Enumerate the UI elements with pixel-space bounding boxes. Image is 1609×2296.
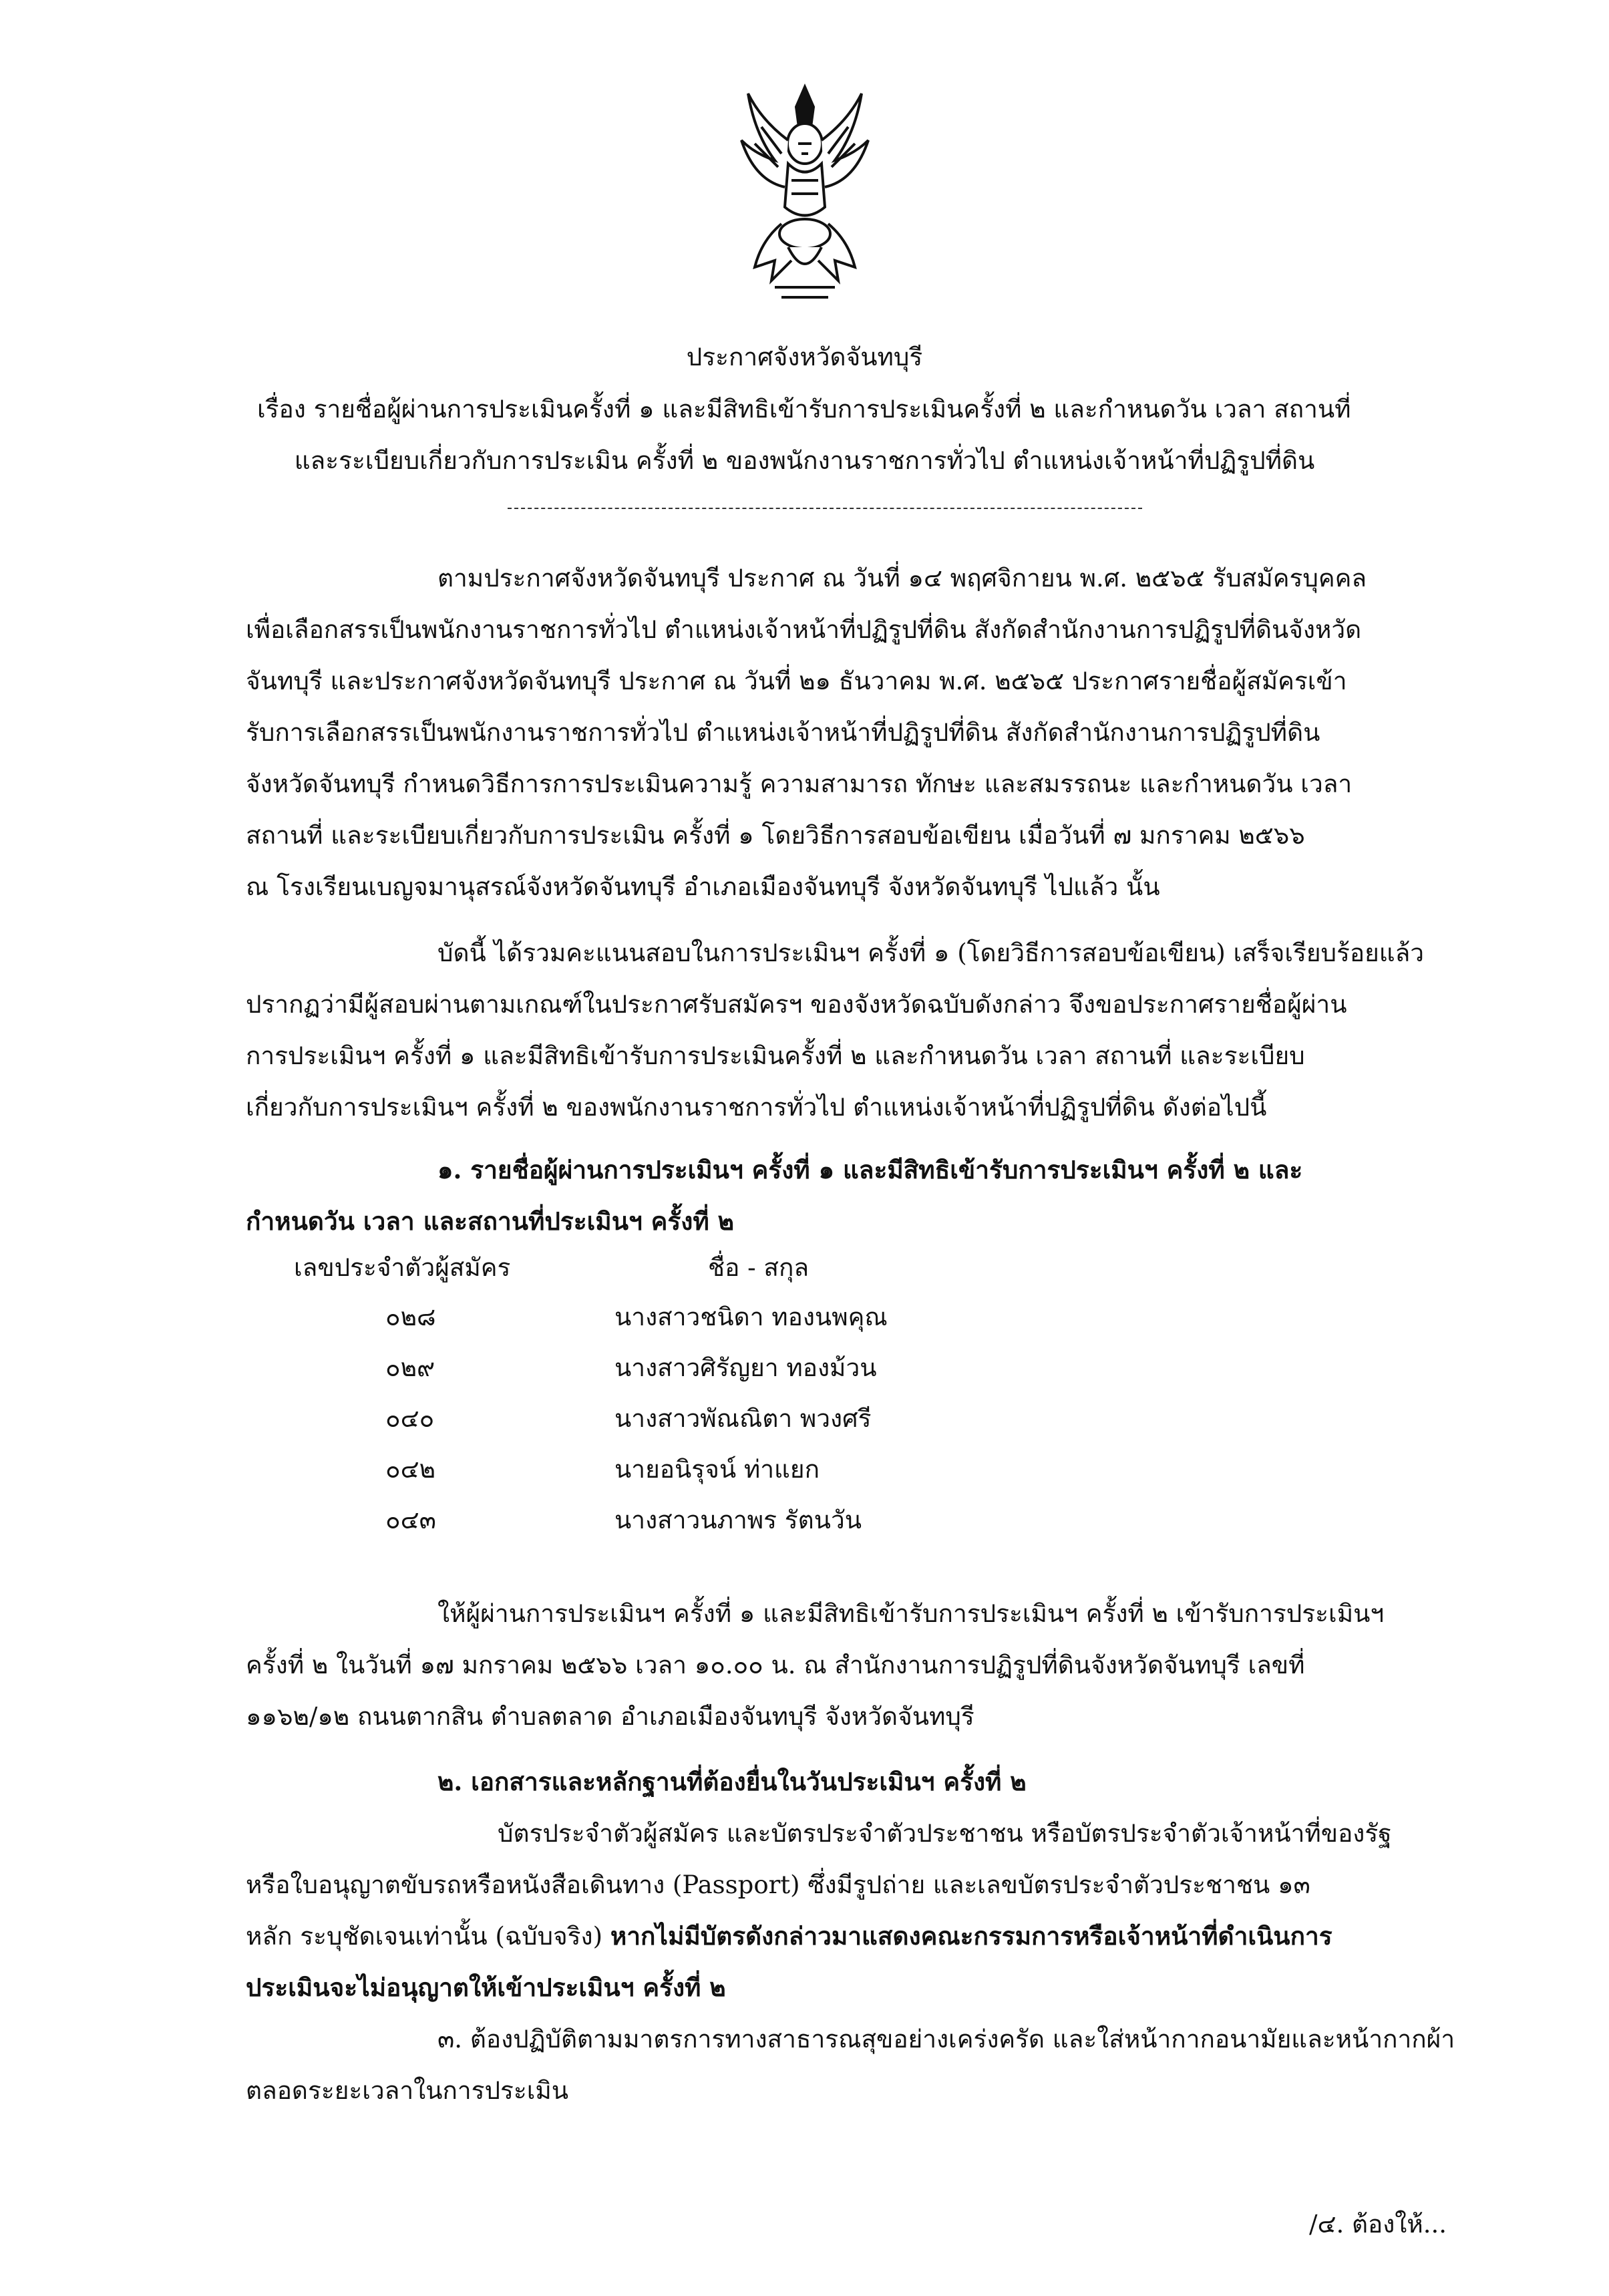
section2-line	[246, 1917, 1332, 1956]
para2-line: การประเมินฯ ครั้งที่ ๑ และมีสิทธิเข้ารับการประเมินครั้งที่ ๒ และกำหนดวัน เวลา สถานที่ และระเบียบ	[246, 1041, 1305, 1070]
para1-line: ตามประกาศจังหวัดจันทบุรี ประกาศ ณ วันที่ ๑๔ พฤศจิกายน พ.ศ. ๒๕๖๕ รับสมัครบุคคล	[437, 564, 1367, 593]
para1-line: จันทบุรี และประกาศจังหวัดจันทบุรี ประกาศ ณ วันที่ ๒๑ ธันวาคม พ.ศ. ๒๕๖๕ ประกาศรายชื่อผู้สมัครเข้า	[246, 667, 1347, 695]
para1-line: สถานที่ และระเบียบเกี่ยวกับการประเมิน ครั้งที่ ๑ โดยวิธีการสอบข้อเขียน เมื่อวันที่ ๗ มกราคม ๒๕๖๖	[246, 821, 1305, 850]
applicant-name: นายอนิรุจน์ ท่าแยก	[614, 1455, 820, 1484]
applicant-id: ๐๒๙	[385, 1353, 435, 1382]
para2-line: เกี่ยวกับการประเมินฯ ครั้งที่ ๒ ของพนักงานราชการทั่วไป ตำแหน่งเจ้าหน้าที่ปฏิรูปที่ดิน ดังต่อไปนี้	[246, 1093, 1267, 1122]
section1-heading: ๑. รายชื่อผู้ผ่านการประเมินฯ ครั้งที่ ๑ และมีสิทธิเข้ารับการประเมินฯ ครั้งที่ ๒ และ	[437, 1155, 1303, 1184]
applicant-id: ๐๔๐	[385, 1404, 435, 1433]
announcement-title: ประกาศจังหวัดจันทบุรี	[686, 343, 923, 371]
applicant-id: ๐๔๓	[385, 1506, 436, 1534]
table-row	[0, 1399, 1609, 1439]
applicant-id: ๐๒๘	[385, 1303, 436, 1331]
column-header-name: ชื่อ - สกุล	[708, 1253, 810, 1282]
section2-warning-text: หากไม่มีบัตรดังกล่าวมาแสดงคณะกรรมการหรือเจ้าหน้าที่ดำเนินการ	[610, 1921, 1332, 1951]
table-row	[0, 1348, 1609, 1388]
table-row	[0, 1297, 1609, 1337]
applicant-id: ๐๔๒	[385, 1455, 435, 1484]
para1-line: รับการเลือกสรรเป็นพนักงานราชการทั่วไป ตำแหน่งเจ้าหน้าที่ปฏิรูปที่ดิน สังกัดสำนักงานการปฏิรูปที่ดิน	[246, 718, 1320, 747]
continuation-marker: /๔. ต้องให้...	[1309, 2210, 1447, 2239]
section1-heading-cont: กำหนดวัน เวลา และสถานที่ประเมินฯ ครั้งที่ ๒	[246, 1206, 735, 1236]
section2-line: หรือใบอนุญาตขับรถหรือหนังสือเดินทาง (Passport) ซึ่งมีรูปถ่าย และเลขบัตรประจำตัวประชาชน ๑๓	[246, 1870, 1310, 1899]
table-row	[0, 1500, 1609, 1540]
section2-normal-text: หลัก ระบุชัดเจนเท่านั้น (ฉบับจริง)	[246, 1922, 610, 1951]
para3-line: ๑๑๖๒/๑๒ ถนนตากสิน ตำบลตลาด อำเภอเมืองจันทบุรี จังหวัดจันทบุรี	[246, 1702, 974, 1731]
para2-line: บัดนี้ ได้รวมคะแนนสอบในการประเมินฯ ครั้งที่ ๑ (โดยวิธีการสอบข้อเขียน) เสร็จเรียบร้อยแล้ว	[437, 939, 1425, 967]
para1-line: ณ โรงเรียนเบญจมานุสรณ์จังหวัดจันทบุรี อำเภอเมืองจันทบุรี จังหวัดจันทบุรี ไปแล้ว นั้น	[246, 872, 1160, 901]
section2-warning-cont: ประเมินจะไม่อนุญาตให้เข้าประเมินฯ ครั้งที่ ๒	[246, 1973, 726, 2002]
para3-line: ให้ผู้ผ่านการประเมินฯ ครั้งที่ ๑ และมีสิทธิเข้ารับการประเมินฯ ครั้งที่ ๒ เข้ารับการประเมินฯ	[437, 1599, 1385, 1628]
applicant-name: นางสาวนภาพร รัตนวัน	[614, 1506, 862, 1534]
section3-line: ตลอดระยะเวลาในการประเมิน	[246, 2076, 569, 2105]
applicant-name: นางสาวชนิดา ทองนพคุณ	[614, 1303, 888, 1331]
column-header-id: เลขประจำตัวผู้สมัคร	[294, 1253, 511, 1282]
para1-line: จังหวัดจันทบุรี กำหนดวิธีการการประเมินความรู้ ความสามารถ ทักษะ และสมรรถนะ และกำหนดวัน เวลา	[246, 770, 1353, 798]
applicant-name: นางสาวศิรัญยา ทองม้วน	[614, 1353, 877, 1382]
para2-line: ปรากฏว่ามีผู้สอบผ่านตามเกณฑ์ในประกาศรับสมัครฯ ของจังหวัดฉบับดังกล่าว จึงขอประกาศรายชื่อผู้ผ่าน	[246, 990, 1347, 1019]
subject-line-1: เรื่อง รายชื่อผู้ผ่านการประเมินครั้งที่ ๑ และมีสิทธิเข้ารับการประเมินครั้งที่ ๒ และกำหนดวัน เวลา สถานที่	[257, 395, 1351, 424]
para3-line: ครั้งที่ ๒ ในวันที่ ๑๗ มกราคม ๒๕๖๖ เวลา ๑๐.๐๐ น. ณ สำนักงานการปฏิรูปที่ดินจังหวัดจันทบุรี เลขที่	[246, 1651, 1305, 1679]
table-row	[0, 1450, 1609, 1490]
section2-heading: ๒. เอกสารและหลักฐานที่ต้องยื่นในวันประเมินฯ ครั้งที่ ๒	[437, 1767, 1027, 1796]
title-divider	[508, 508, 1142, 509]
garuda-emblem	[735, 80, 875, 307]
subject-line-2: และระเบียบเกี่ยวกับการประเมิน ครั้งที่ ๒ ของพนักงานราชการทั่วไป ตำแหน่งเจ้าหน้าที่ปฏิรูปที่ดิน	[294, 446, 1315, 475]
para1-line: เพื่อเลือกสรรเป็นพนักงานราชการทั่วไป ตำแหน่งเจ้าหน้าที่ปฏิรูปที่ดิน สังกัดสำนักงานการปฏิรูปที่ดินจังหวัด	[246, 615, 1362, 644]
section3-line: ๓. ต้องปฏิบัติตามมาตรการทางสาธารณสุขอย่างเคร่งครัด และใส่หน้ากากอนามัยและหน้ากากผ้า	[437, 2025, 1455, 2054]
section2-line: บัตรประจำตัวผู้สมัคร และบัตรประจำตัวประชาชน หรือบัตรประจำตัวเจ้าหน้าที่ของรัฐ	[498, 1819, 1392, 1848]
applicant-name: นางสาวพัณณิตา พวงศรี	[614, 1404, 872, 1433]
